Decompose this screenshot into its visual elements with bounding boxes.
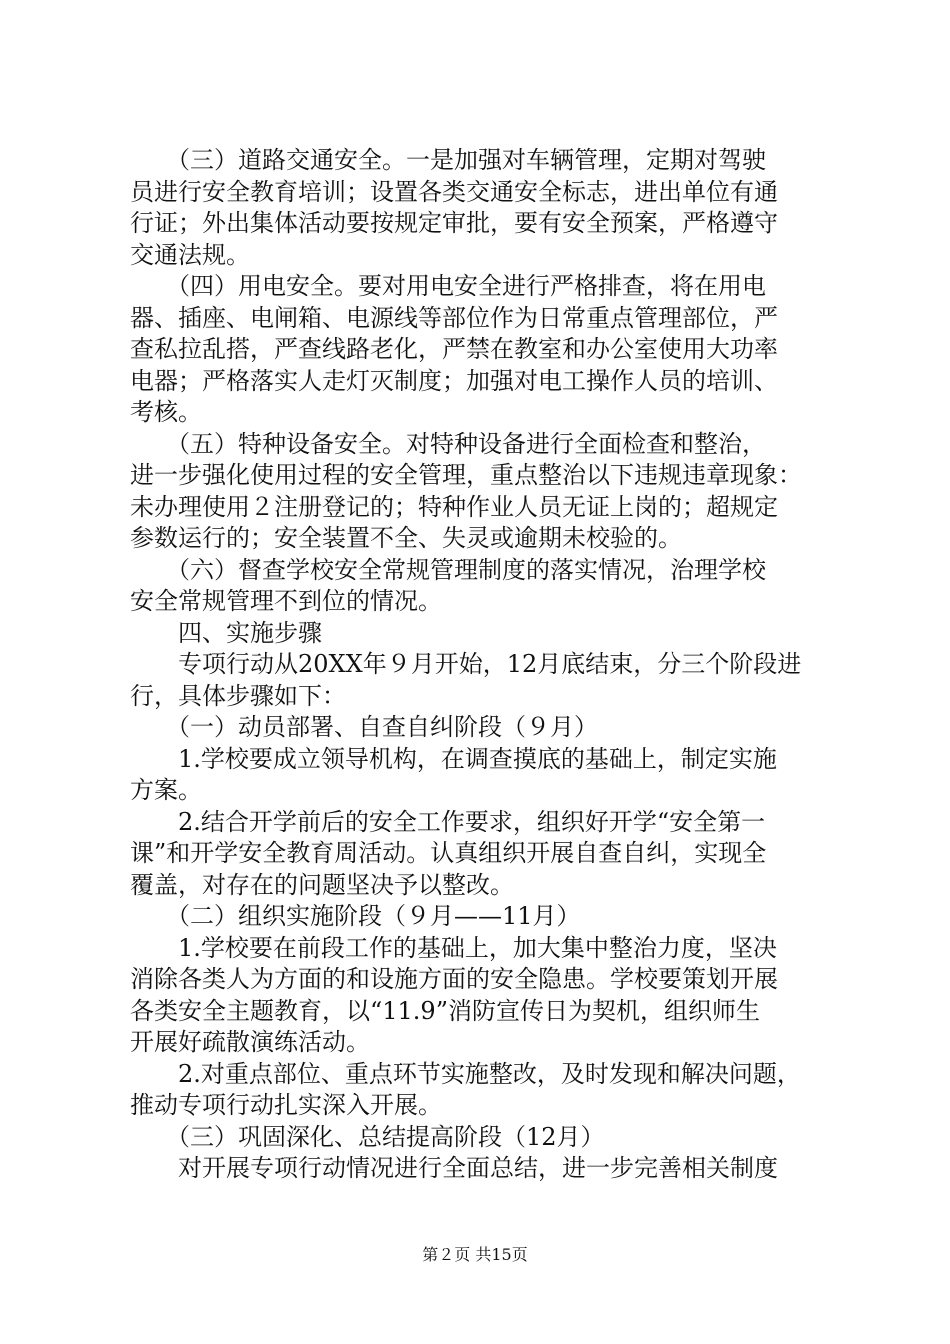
text-line: 覆盖，对存在的问题坚决予以整改。 <box>130 870 514 899</box>
text-line: 器、插座、电闸箱、电源线等部位作为日常重点管理部位，严 <box>130 303 778 332</box>
text-line: 参数运行的；安全装置不全、失灵或逾期未校验的。 <box>130 524 682 552</box>
subsection-heading: （二）组织实施阶段（９月——11月） <box>130 902 581 930</box>
text-line: 查私拉乱搭，严查线路老化，严禁在教室和办公室使用大功率 <box>130 335 778 363</box>
text-line: （四）用电安全。要对用电安全进行严格排查，将在用电 <box>130 272 766 300</box>
text-line: 各类安全主题教育，以“11.9”消防宣传日为契机，组织师生 <box>130 996 760 1025</box>
text-line: 消除各类人为方面的和设施方面的安全隐患。学校要策划开展 <box>130 965 778 993</box>
text-line: 课”和开学安全教育周活动。认真组织开展自查自纠，实现全 <box>130 839 767 867</box>
text-line: 安全常规管理不到位的情况。 <box>130 587 442 615</box>
text-line: 1.学校要成立领导机构，在调查摸底的基础上，制定实施 <box>130 744 777 773</box>
text-line: 行，具体步骤如下： <box>130 681 346 710</box>
text-line: 进一步强化使用过程的安全管理，重点整治以下违规违章现象： <box>130 461 802 489</box>
text-line: 2.对重点部位、重点环节实施整改，及时发现和解决问题， <box>130 1059 801 1088</box>
subsection-heading: （一）动员部署、自查自纠阶段（９月） <box>130 713 598 741</box>
section-heading: 四、实施步骤 <box>130 618 322 647</box>
text-line: 方案。 <box>130 776 202 804</box>
page-number-footer: 第２页 共15页 <box>422 1245 528 1264</box>
text-line: （三）道路交通安全。一是加强对车辆管理，定期对驾驶 <box>130 146 766 174</box>
text-line: （五）特种设备安全。对特种设备进行全面检查和整治， <box>130 429 766 458</box>
text-line: 交通法规。 <box>130 240 250 269</box>
text-line: 开展好疏散演练活动。 <box>130 1028 370 1056</box>
subsection-heading: （三）巩固深化、总结提高阶段（12月） <box>130 1122 605 1151</box>
text-line: 考核。 <box>130 398 202 426</box>
text-line: 推动专项行动扎实深入开展。 <box>130 1091 442 1119</box>
text-line: （六）督查学校安全常规管理制度的落实情况，治理学校 <box>130 555 766 584</box>
text-line: 对开展专项行动情况进行全面总结，进一步完善相关制度 <box>130 1154 778 1182</box>
text-line: 员进行安全教育培训；设置各类交通安全标志，进出单位有通 <box>130 177 778 206</box>
text-line: 1.学校要在前段工作的基础上，加大集中整治力度，坚决 <box>130 933 777 962</box>
document-body <box>130 145 830 1185</box>
text-line: 行证；外出集体活动要按规定审批，要有安全预案，严格遵守 <box>130 209 778 237</box>
text-line: 未办理使用２注册登记的；特种作业人员无证上岗的；超规定 <box>130 492 778 521</box>
text-line: 电器；严格落实人走灯灭制度；加强对电工操作人员的培训、 <box>130 366 778 395</box>
text-line: 专项行动从20XX年９月开始，12月底结束，分三个阶段进 <box>130 650 802 678</box>
text-line: 2.结合开学前后的安全工作要求，组织好开学“安全第一 <box>130 807 766 836</box>
